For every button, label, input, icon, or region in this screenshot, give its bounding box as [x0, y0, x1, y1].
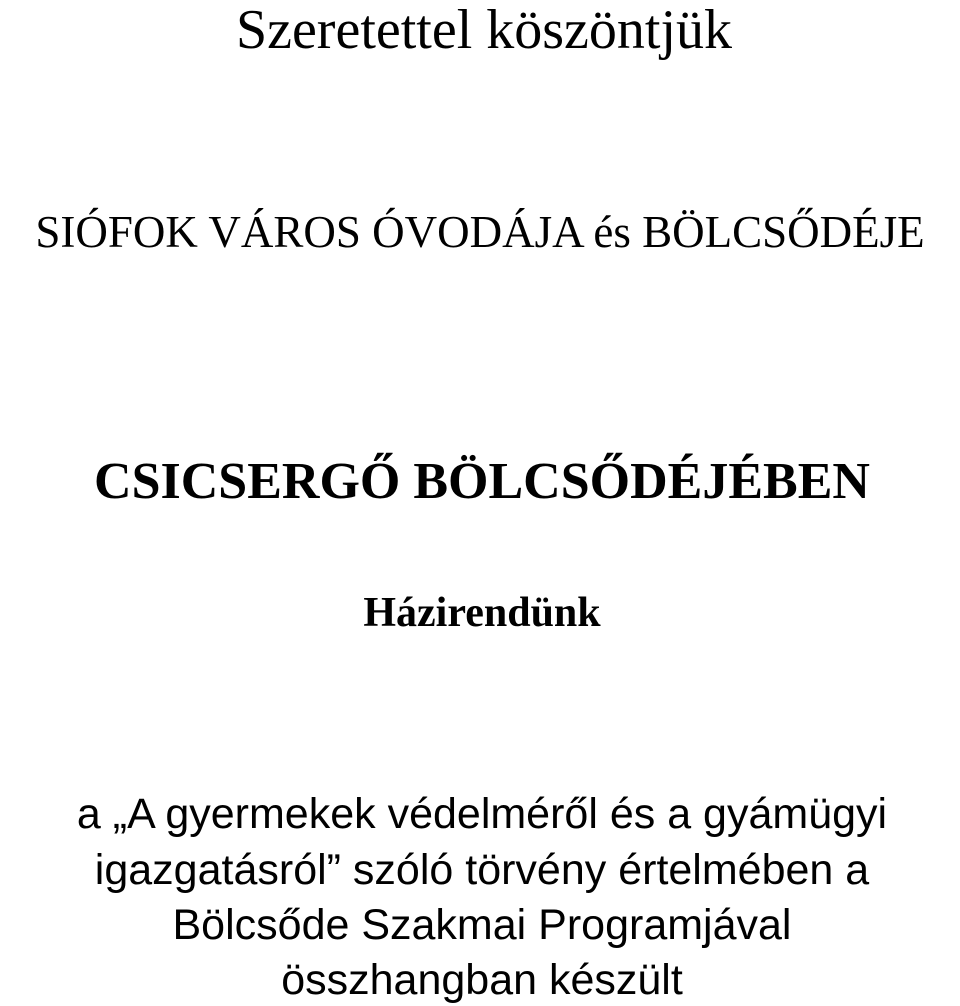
- nursery-name: CSICSERGŐ BÖLCSŐDÉJÉBEN: [94, 453, 870, 510]
- house-rules-title: Házirendünk: [363, 590, 601, 636]
- paragraph-line: a „A gyermekek védelméről és a gyámügyi: [76, 790, 888, 838]
- institution-name: SIÓFOK VÁROS ÓVODÁJA és BÖLCSŐDÉJE: [35, 207, 925, 257]
- paragraph-line: összhangban készült: [281, 956, 683, 1004]
- paragraph-line: igazgatásról” szóló törvény értelmében a: [94, 846, 870, 894]
- welcome-heading: Szeretettel köszöntjük: [235, 0, 733, 61]
- paragraph-line: Bölcsőde Szakmai Programjával: [172, 901, 792, 949]
